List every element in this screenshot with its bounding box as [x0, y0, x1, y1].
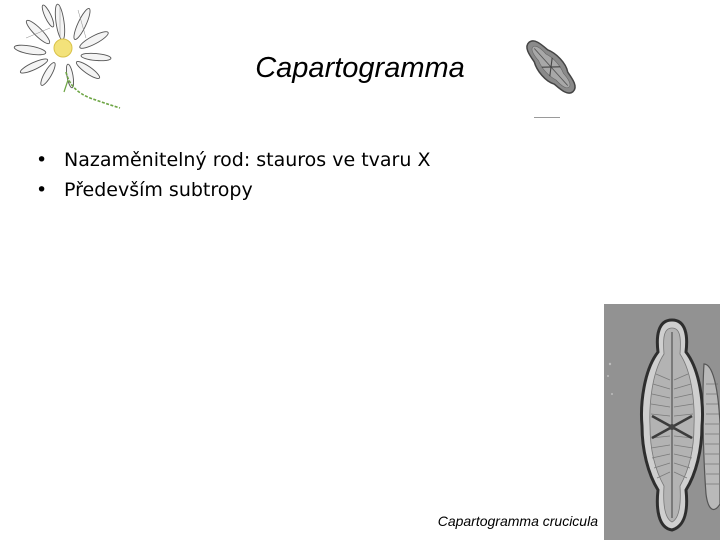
diatom-flower-logo-icon	[8, 2, 128, 114]
bullet-text: Nazaměnitelný rod: stauros ve tvaru X	[64, 149, 431, 171]
slide-title: Capartogramma	[255, 52, 465, 84]
bullet-item	[36, 175, 596, 205]
diatom-micrograph-icon	[604, 304, 720, 540]
bullet-marker: •	[36, 149, 48, 171]
diatom-valve-icon	[518, 32, 584, 102]
bullet-marker: •	[36, 179, 48, 201]
bullet-text: Především subtropy	[64, 179, 253, 201]
bullet-list	[36, 145, 596, 205]
bullet-item	[36, 145, 596, 175]
image-caption: Capartogramma crucicula	[437, 513, 598, 529]
image-divider	[534, 117, 560, 118]
